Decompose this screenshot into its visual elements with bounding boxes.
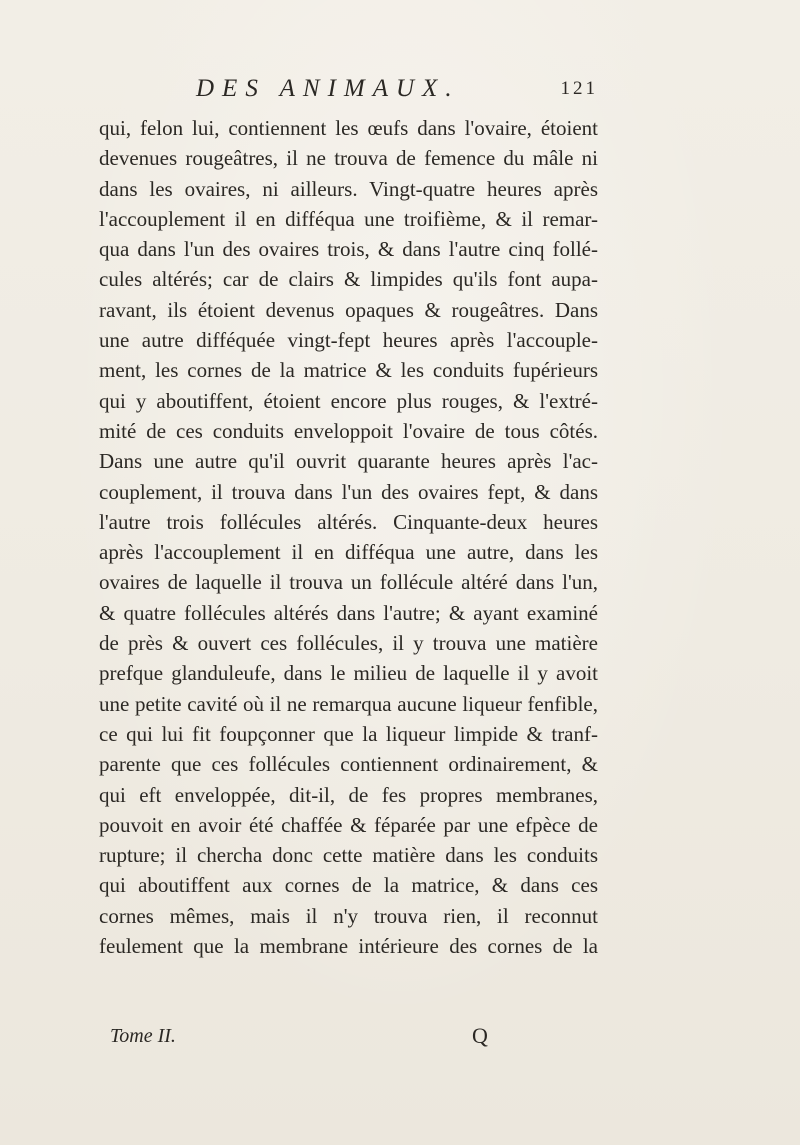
- volume-mark: Tome II.: [110, 1025, 176, 1047]
- text-line: ment, les cornes de la matrice & les conduits fupérieurs: [99, 358, 598, 383]
- text-line: de près & ouvert ces follécules, il y trouva une matière: [99, 631, 598, 656]
- text-line: rupture; il chercha donc cette matière dans les conduits: [99, 843, 598, 868]
- text-line: qua dans l'un des ovaires trois, & dans l'autre cinq follé-: [99, 237, 598, 262]
- text-line: prefque glanduleufe, dans le milieu de laquelle il y avoit: [99, 661, 598, 686]
- text-line: & quatre follécules altérés dans l'autre; & ayant examiné: [99, 600, 598, 625]
- text-line: ravant, ils étoient devenus opaques & rougeâtres. Dans: [99, 297, 598, 322]
- text-line: feulement que la membrane intérieure des cornes de la: [99, 934, 598, 959]
- text-line: pouvoit en avoir été chaffée & féparée par une efpèce de: [99, 812, 598, 837]
- text-line: qui, felon lui, contiennent les œufs dans l'ovaire, étoient: [99, 116, 598, 140]
- text-line: devenues rougeâtres, il ne trouva de femence du mâle ni: [99, 146, 598, 171]
- running-head: [196, 75, 598, 109]
- text-line: une autre difféquée vingt-fept heures après l'accouple-: [99, 328, 598, 353]
- text-line: dans les ovaires, ni ailleurs. Vingt-quatre heures après: [99, 176, 598, 201]
- page-number: 121: [560, 78, 598, 99]
- text-line: parente que ces follécules contiennent ordinairement, &: [99, 752, 598, 777]
- text-line: cornes mêmes, mais il n'y trouva rien, il reconnut: [99, 903, 598, 928]
- text-line: cules altérés; car de clairs & limpides qu'ils font aupa-: [99, 267, 598, 292]
- text-line: couplement, il trouva dans l'un des ovaires fept, & dans: [99, 479, 598, 504]
- signature-mark: Q: [472, 1023, 488, 1048]
- text-line: qui eft enveloppée, dit-il, de fes propres membranes,: [99, 782, 598, 807]
- text-line: qui aboutiffent aux cornes de la matrice, & dans ces: [99, 873, 598, 898]
- footer: [110, 1025, 510, 1053]
- running-title: DES ANIMAUX.: [196, 75, 460, 102]
- text-line: ce qui lui fit foupçonner que la liqueur limpide & tranf-: [99, 721, 598, 746]
- text-line: mité de ces conduits enveloppoit l'ovaire de tous côtés.: [99, 418, 598, 443]
- text-line: ovaires de laquelle il trouva un follécule altéré dans l'un,: [99, 570, 598, 595]
- text-line: une petite cavité où il ne remarqua aucune liqueur fenfible,: [99, 691, 598, 716]
- text-line: Dans une autre qu'il ouvrit quarante heures après l'ac-: [99, 449, 598, 474]
- body-text: [99, 113, 598, 961]
- text-line: l'autre trois follécules altérés. Cinquante-deux heures: [99, 509, 598, 534]
- text-line: après l'accouplement il en difféqua une autre, dans les: [99, 540, 598, 565]
- text-line: qui y aboutiffent, étoient encore plus rouges, & l'extré-: [99, 388, 598, 413]
- text-line: l'accouplement il en difféqua une troifième, & il remar-: [99, 206, 598, 231]
